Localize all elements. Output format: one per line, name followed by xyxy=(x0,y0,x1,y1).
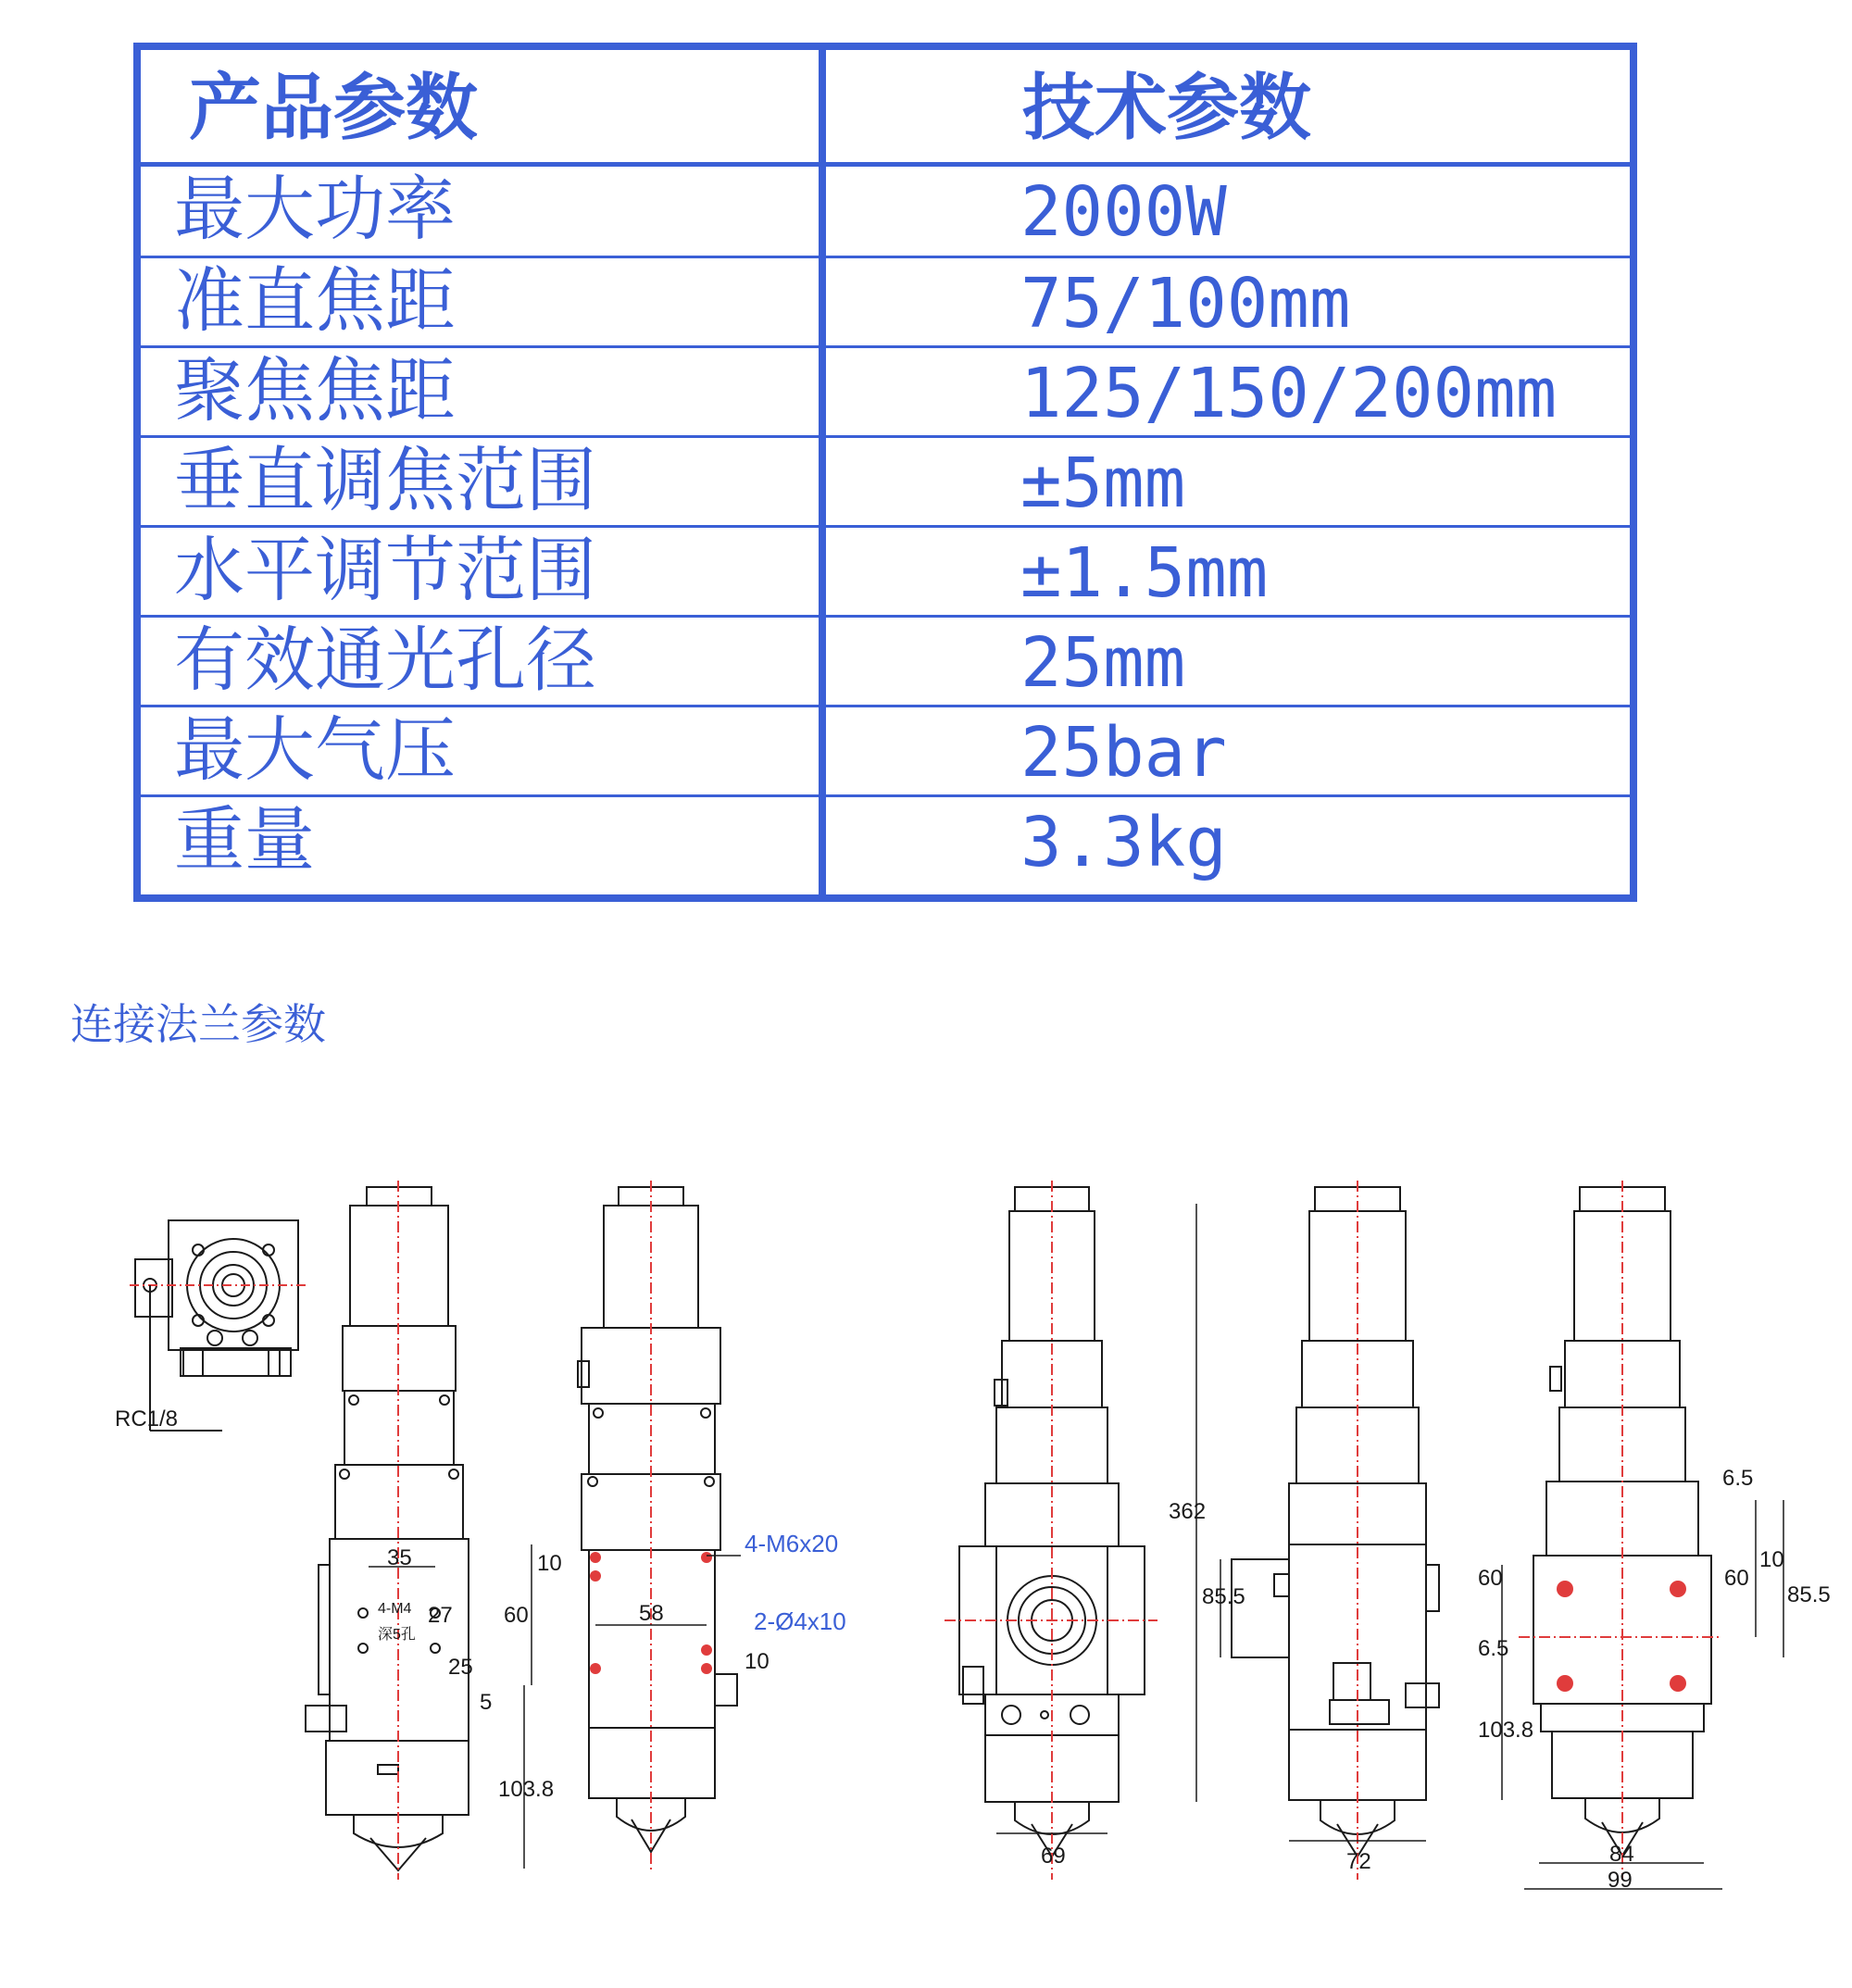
dim-27: 27 xyxy=(428,1603,453,1628)
row-divider xyxy=(141,435,1630,438)
dim-10-side: 10 xyxy=(1759,1547,1784,1572)
row-label: 最大功率 xyxy=(174,168,456,250)
thread-m4-label: 4-M4 xyxy=(378,1601,412,1617)
dim-103-8: 103.8 xyxy=(498,1777,555,1802)
dim-10-left: 10 xyxy=(537,1551,562,1576)
row-divider xyxy=(141,256,1630,258)
dim-85-5-right: 85.5 xyxy=(1787,1582,1831,1607)
hole-depth-label: 深5孔 xyxy=(378,1627,416,1643)
dim-10-right: 10 xyxy=(745,1649,770,1674)
header-divider xyxy=(141,162,1630,167)
row-value: 25mm xyxy=(1020,623,1186,703)
column-divider xyxy=(819,50,826,894)
rc-label: RC1/8 xyxy=(115,1407,179,1432)
row-divider xyxy=(141,705,1630,707)
row-label: 水平调节范围 xyxy=(174,529,596,611)
dim-72: 72 xyxy=(1346,1849,1371,1874)
row-label: 聚焦焦距 xyxy=(174,349,456,431)
dim-103-8-right: 103.8 xyxy=(1478,1718,1534,1743)
dim-85-5-left: 85.5 xyxy=(1202,1584,1245,1609)
dim-6-5-bottom: 6.5 xyxy=(1478,1636,1509,1661)
side-view-b xyxy=(578,1187,737,1852)
dim-84: 84 xyxy=(1609,1842,1634,1867)
dim-5: 5 xyxy=(480,1690,493,1715)
row-value: ±5mm xyxy=(1020,444,1186,523)
dim-69: 69 xyxy=(1041,1844,1066,1869)
row-label: 最大气压 xyxy=(174,708,456,791)
row-divider xyxy=(141,794,1630,797)
thread-m6-label: 4-M6x20 xyxy=(745,1530,839,1557)
dim-35: 35 xyxy=(387,1545,412,1570)
pin-hole-label: 2-Ø4x10 xyxy=(754,1607,846,1635)
row-value: 75/100mm xyxy=(1020,264,1351,344)
row-label: 准直焦距 xyxy=(174,259,456,342)
dim-25: 25 xyxy=(448,1655,473,1680)
section-title: 连接法兰参数 xyxy=(70,999,326,1049)
row-value: 2000W xyxy=(1020,172,1227,252)
dim-60-left: 60 xyxy=(1478,1566,1503,1591)
flange-drawing xyxy=(0,1139,1852,1988)
top-view xyxy=(135,1220,298,1376)
side-view-a xyxy=(306,1187,469,1870)
header-value: 技术参数 xyxy=(1022,67,1312,150)
row-label: 有效通光孔径 xyxy=(174,619,596,701)
dim-362: 362 xyxy=(1169,1499,1207,1524)
header-param: 产品参数 xyxy=(189,67,479,150)
spec-table xyxy=(133,43,1637,902)
row-value: ±1.5mm xyxy=(1020,533,1269,613)
row-divider xyxy=(141,615,1630,618)
row-label: 垂直调焦范围 xyxy=(174,439,596,521)
dim-6-5-top: 6.5 xyxy=(1722,1466,1754,1491)
row-divider xyxy=(141,345,1630,348)
row-value: 3.3kg xyxy=(1020,803,1227,882)
side-view-d xyxy=(1232,1187,1439,1857)
dim-60: 60 xyxy=(504,1603,529,1628)
dim-58: 58 xyxy=(639,1601,664,1626)
row-divider xyxy=(141,525,1630,528)
dim-99: 99 xyxy=(1608,1868,1633,1893)
row-value: 125/150/200mm xyxy=(1020,354,1558,433)
row-label: 重量 xyxy=(174,798,315,881)
dim-60-right: 60 xyxy=(1724,1566,1749,1591)
row-value: 25bar xyxy=(1020,713,1227,793)
